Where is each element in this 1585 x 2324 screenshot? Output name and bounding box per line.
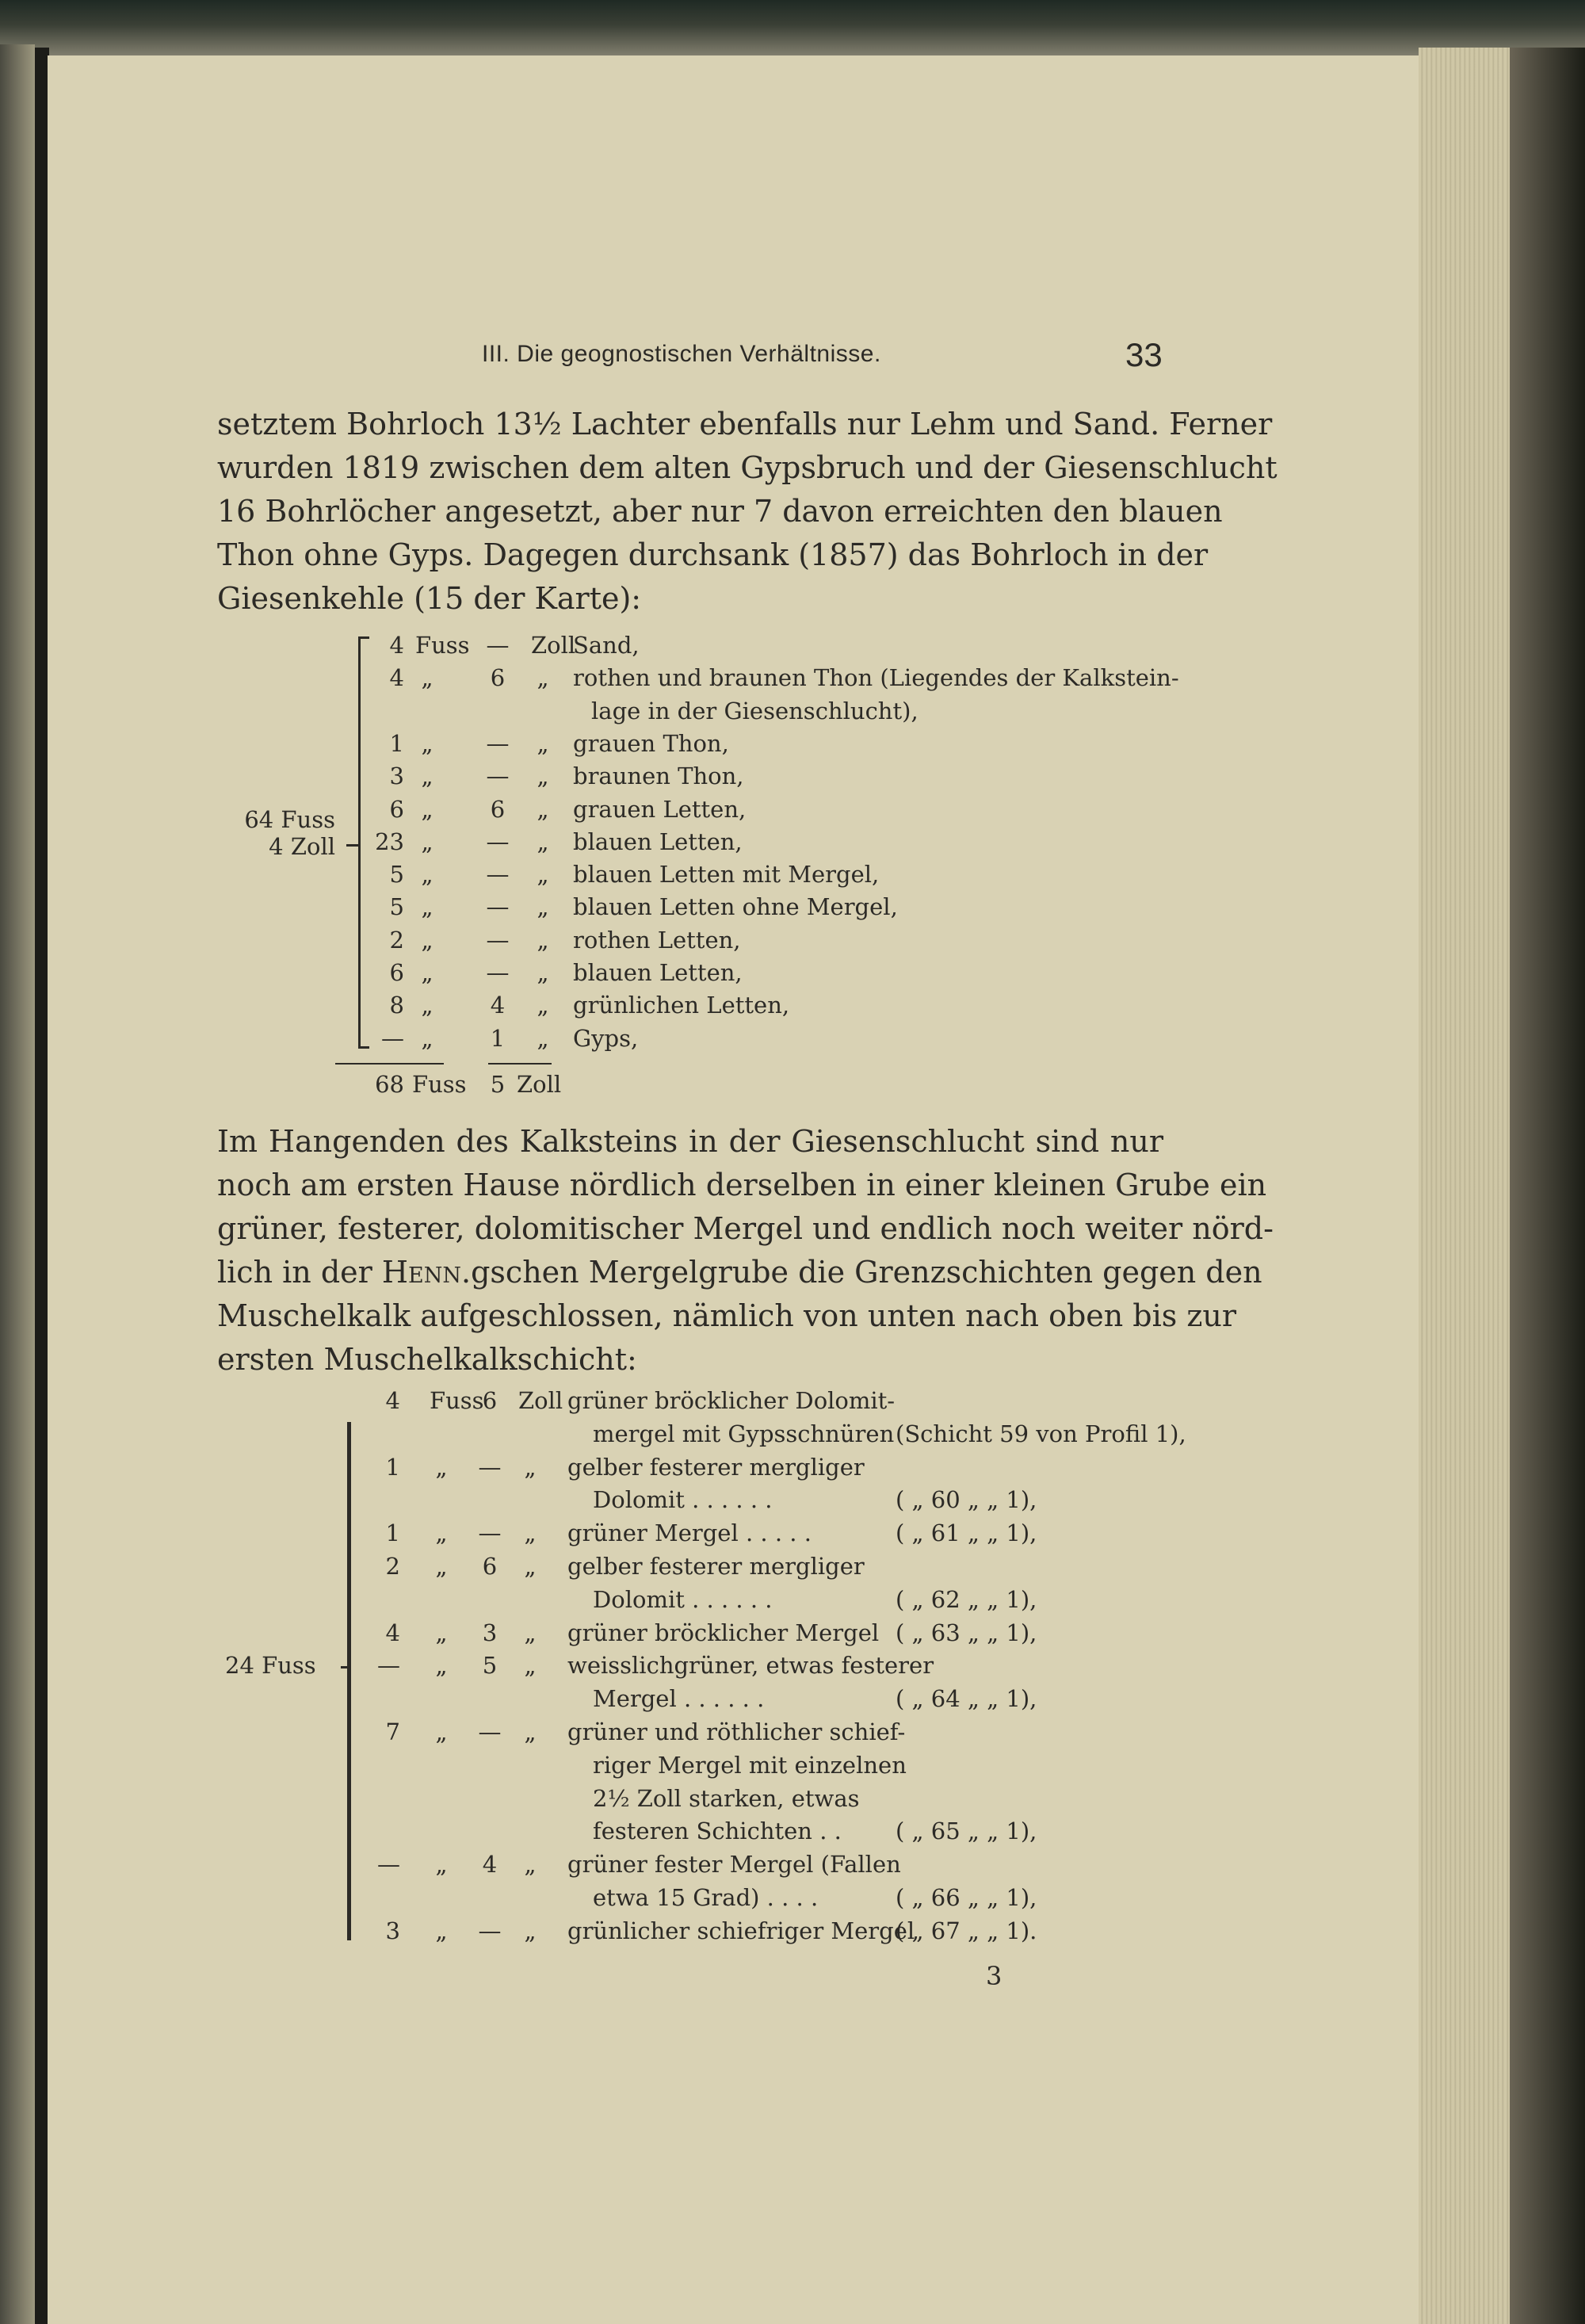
row-zoll-unit: „ xyxy=(524,1652,537,1680)
table-row xyxy=(0,1553,1585,1584)
table-row xyxy=(0,664,1585,696)
row-description: rothen und braunen Thon (Liegendes der Kalkstein- xyxy=(573,664,1179,692)
total-zoll-unit: Zoll xyxy=(517,1071,562,1098)
text-line: Thon ohne Gyps. Dagegen durchsank (1857) das Bohrloch in der xyxy=(217,537,1209,572)
row-zoll: — xyxy=(486,763,510,790)
row-fuss-unit: „ xyxy=(435,1718,448,1745)
row-description: grüner fester Mergel (Fallen xyxy=(567,1851,901,1879)
row-reference: ( „ 62 „ „ 1), xyxy=(896,1585,1037,1613)
row-description: Dolomit . . . . . . xyxy=(593,1486,773,1514)
row-zoll-unit: „ xyxy=(537,893,549,921)
table-row xyxy=(0,1586,1585,1618)
table-row xyxy=(0,1387,1585,1419)
row-zoll: — xyxy=(478,1453,502,1481)
row-reference: ( „ 63 „ „ 1), xyxy=(896,1619,1037,1646)
row-zoll-unit: „ xyxy=(524,1718,537,1745)
table-row xyxy=(0,1619,1585,1651)
row-zoll-unit: „ xyxy=(537,1024,549,1052)
row-zoll-unit: Zoll xyxy=(518,1387,563,1414)
table-row xyxy=(0,1519,1585,1551)
row-zoll-unit: „ xyxy=(524,1453,537,1481)
table-row xyxy=(0,1685,1585,1717)
row-zoll-unit: „ xyxy=(537,926,549,954)
row-fuss: 5 xyxy=(389,861,404,889)
table-row xyxy=(0,959,1585,991)
row-fuss: — xyxy=(377,1652,400,1680)
row-fuss-unit: „ xyxy=(421,861,433,889)
table-row xyxy=(0,796,1585,828)
row-reference: (Schicht 59 von Profil 1), xyxy=(896,1420,1186,1447)
row-description: grüner bröcklicher Dolomit- xyxy=(567,1387,896,1414)
row-description: grauen Thon, xyxy=(573,729,729,757)
row-zoll-unit: „ xyxy=(524,1619,537,1646)
table1-group-fuss: 64 Fuss xyxy=(244,806,335,833)
row-zoll: — xyxy=(486,828,510,855)
table1-total-row xyxy=(0,1071,1585,1103)
row-zoll: 6 xyxy=(490,664,506,692)
row-fuss: 1 xyxy=(385,1453,400,1481)
table1-total-rule-fuss xyxy=(335,1063,444,1065)
row-zoll: 6 xyxy=(490,795,506,823)
row-description: etwa 15 Grad) . . . . xyxy=(593,1884,819,1911)
row-description: festeren Schichten . . xyxy=(593,1818,842,1845)
table-row xyxy=(0,1818,1585,1849)
table-row xyxy=(0,1752,1585,1783)
table-row xyxy=(0,1025,1585,1057)
text-line: noch am ersten Hause nördlich derselben in einer kleinen Grube ein xyxy=(217,1168,1267,1202)
text-line: Giesenkehle (15 der Karte): xyxy=(217,581,642,616)
row-fuss: 2 xyxy=(385,1553,400,1580)
row-zoll-unit: „ xyxy=(524,1519,537,1547)
row-fuss-unit: Fuss xyxy=(430,1387,484,1414)
table-row xyxy=(0,927,1585,958)
row-fuss: 4 xyxy=(389,664,404,692)
row-fuss: 6 xyxy=(389,795,404,823)
row-fuss: 4 xyxy=(385,1387,400,1414)
row-fuss: 8 xyxy=(389,992,404,1019)
facing-page-edge xyxy=(0,44,35,2324)
row-fuss-unit: „ xyxy=(421,828,433,855)
row-description: grüner bröcklicher Mergel xyxy=(567,1619,880,1646)
row-description: Sand, xyxy=(573,632,640,659)
row-description: rothen Letten, xyxy=(573,926,741,954)
row-fuss-unit: „ xyxy=(421,729,433,757)
row-zoll: 4 xyxy=(482,1851,498,1879)
row-zoll-unit: „ xyxy=(537,763,549,790)
row-fuss-unit: „ xyxy=(435,1553,448,1580)
row-description: 2½ Zoll starken, etwas xyxy=(593,1784,860,1812)
row-description: gelber festerer mergliger xyxy=(567,1453,865,1481)
row-zoll: — xyxy=(486,632,510,659)
running-title: III. Die geognostischen Verhältnisse. xyxy=(482,341,881,367)
row-description: grüner Mergel . . . . . xyxy=(567,1519,812,1547)
page-number: 33 xyxy=(1125,336,1163,373)
signature-mark: 3 xyxy=(986,1961,1003,1991)
row-description: braunen Thon, xyxy=(573,763,744,790)
row-fuss: 5 xyxy=(389,893,404,921)
row-fuss: 3 xyxy=(385,1917,400,1944)
table-row xyxy=(0,1785,1585,1817)
row-fuss-unit: „ xyxy=(421,763,433,790)
row-zoll: 4 xyxy=(490,992,506,1019)
table-row xyxy=(0,893,1585,925)
row-description: blauen Letten mit Mergel, xyxy=(573,861,880,889)
text-line: ersten Muschelkalkschicht: xyxy=(217,1342,637,1377)
row-fuss: 1 xyxy=(389,729,404,757)
page-header xyxy=(0,336,1585,380)
row-fuss-unit: „ xyxy=(421,1024,433,1052)
row-reference: ( „ 65 „ „ 1), xyxy=(896,1818,1037,1845)
table1-total-rule-zoll xyxy=(488,1063,552,1065)
row-fuss-unit: „ xyxy=(421,959,433,986)
row-description: weisslichgrüner, etwas festerer xyxy=(567,1652,934,1680)
row-zoll: — xyxy=(486,893,510,921)
row-description: grüner und röthlicher schief- xyxy=(567,1718,906,1745)
row-description: grünlicher schiefriger Mergel xyxy=(567,1917,915,1944)
row-fuss: — xyxy=(381,1024,404,1052)
row-fuss-unit: „ xyxy=(421,893,433,921)
row-zoll: — xyxy=(478,1917,502,1944)
row-fuss-unit: „ xyxy=(435,1917,448,1944)
row-fuss-unit: „ xyxy=(421,664,433,692)
text-line: 16 Bohrlöcher angesetzt, aber nur 7 davon erreichten den blauen xyxy=(217,494,1223,529)
table-row xyxy=(0,1486,1585,1518)
table-row xyxy=(0,1851,1585,1883)
row-zoll: — xyxy=(486,959,510,986)
paragraph-2 xyxy=(217,1120,1274,1382)
table-row xyxy=(0,1718,1585,1750)
table-row xyxy=(0,828,1585,860)
row-zoll: — xyxy=(478,1519,502,1547)
row-zoll-unit: „ xyxy=(537,861,549,889)
row-zoll-unit: „ xyxy=(537,795,549,823)
row-fuss-unit: „ xyxy=(435,1619,448,1646)
row-fuss: 23 xyxy=(375,828,404,855)
table-row xyxy=(0,1652,1585,1684)
row-description: blauen Letten, xyxy=(573,828,743,855)
row-zoll-unit: „ xyxy=(537,729,549,757)
total-zoll: 5 xyxy=(490,1071,506,1098)
row-description: lage in der Giesenschlucht), xyxy=(591,697,919,724)
row-fuss: 6 xyxy=(389,959,404,986)
row-reference: ( „ 61 „ „ 1), xyxy=(896,1519,1037,1547)
row-zoll-unit: „ xyxy=(537,828,549,855)
table-row xyxy=(0,1420,1585,1452)
table2-group-label: 24 Fuss xyxy=(225,1652,316,1679)
row-fuss: — xyxy=(377,1851,400,1879)
row-zoll: 3 xyxy=(482,1619,498,1646)
row-zoll: 5 xyxy=(482,1652,498,1680)
row-fuss-unit: „ xyxy=(435,1652,448,1680)
row-fuss-unit: „ xyxy=(435,1851,448,1879)
row-description: blauen Letten, xyxy=(573,959,743,986)
total-fuss: 68 xyxy=(375,1071,404,1098)
text-line: Muschelkalk aufgeschlossen, nämlich von unten nach oben bis zur xyxy=(217,1298,1237,1333)
text-line: wurden 1819 zwischen dem alten Gypsbruch und der Giesenschlucht xyxy=(217,450,1278,485)
row-description: Mergel . . . . . . xyxy=(593,1685,765,1713)
small-caps-name: Henn. xyxy=(381,1255,472,1290)
row-fuss-unit: „ xyxy=(421,926,433,954)
text-line: lich in der Henn.gschen Mergelgrube die Grenzschichten gegen den xyxy=(217,1255,1262,1290)
row-fuss-unit: Fuss xyxy=(415,632,470,659)
row-description: Gyps, xyxy=(573,1024,639,1052)
table-row xyxy=(0,730,1585,762)
row-zoll-unit: Zoll xyxy=(531,632,576,659)
row-fuss: 1 xyxy=(385,1519,400,1547)
row-reference: ( „ 64 „ „ 1), xyxy=(896,1685,1037,1713)
row-fuss-unit: „ xyxy=(435,1453,448,1481)
row-zoll: — xyxy=(478,1718,502,1745)
row-fuss-unit: „ xyxy=(421,795,433,823)
row-description: grauen Letten, xyxy=(573,795,747,823)
row-reference: ( „ 60 „ „ 1), xyxy=(896,1486,1037,1514)
text-line: Im Hangenden des Kalksteins in der Giesenschlucht sind nur xyxy=(217,1124,1163,1159)
row-fuss: 7 xyxy=(385,1718,400,1745)
table-row xyxy=(0,632,1585,663)
table-row xyxy=(0,861,1585,893)
row-fuss: 3 xyxy=(389,763,404,790)
row-fuss-unit: „ xyxy=(421,992,433,1019)
row-zoll: 6 xyxy=(482,1387,498,1414)
table-row xyxy=(0,992,1585,1023)
row-fuss: 2 xyxy=(389,926,404,954)
total-fuss-unit: Fuss xyxy=(412,1071,467,1098)
table-row xyxy=(0,698,1585,729)
row-zoll: 1 xyxy=(490,1024,506,1052)
row-zoll: — xyxy=(486,926,510,954)
row-description: Dolomit . . . . . . xyxy=(593,1585,773,1613)
row-description: blauen Letten ohne Mergel, xyxy=(573,893,898,921)
book-top-edge xyxy=(0,0,1585,62)
row-fuss: 4 xyxy=(385,1619,400,1646)
row-reference: ( „ 66 „ „ 1), xyxy=(896,1884,1037,1911)
row-fuss: 4 xyxy=(389,632,404,659)
row-zoll: — xyxy=(486,729,510,757)
row-zoll-unit: „ xyxy=(524,1917,537,1944)
row-zoll-unit: „ xyxy=(537,992,549,1019)
row-description: riger Mergel mit einzelnen xyxy=(593,1751,907,1779)
book-cover-edge xyxy=(1510,48,1585,2324)
table-row xyxy=(0,1454,1585,1485)
row-description: gelber festerer mergliger xyxy=(567,1553,865,1580)
table1-group-zoll: 4 Zoll xyxy=(269,833,335,860)
table-row xyxy=(0,1884,1585,1916)
row-zoll: — xyxy=(486,861,510,889)
row-zoll-unit: „ xyxy=(524,1553,537,1580)
text-line: setztem Bohrloch 13½ Lachter ebenfalls nur Lehm und Sand. Ferner xyxy=(217,407,1273,441)
table-row xyxy=(0,763,1585,794)
row-reference: ( „ 67 „ „ 1). xyxy=(896,1917,1037,1944)
row-fuss-unit: „ xyxy=(435,1519,448,1547)
row-description: grünlichen Letten, xyxy=(573,992,790,1019)
row-zoll: 6 xyxy=(482,1553,498,1580)
text-line: grüner, festerer, dolomitischer Mergel und endlich noch weiter nörd- xyxy=(217,1211,1274,1246)
row-zoll-unit: „ xyxy=(537,664,549,692)
row-zoll-unit: „ xyxy=(524,1851,537,1879)
table-row xyxy=(0,1917,1585,1949)
row-zoll-unit: „ xyxy=(537,959,549,986)
paragraph-1 xyxy=(217,403,1278,621)
row-description: mergel mit Gypsschnüren xyxy=(593,1420,895,1447)
